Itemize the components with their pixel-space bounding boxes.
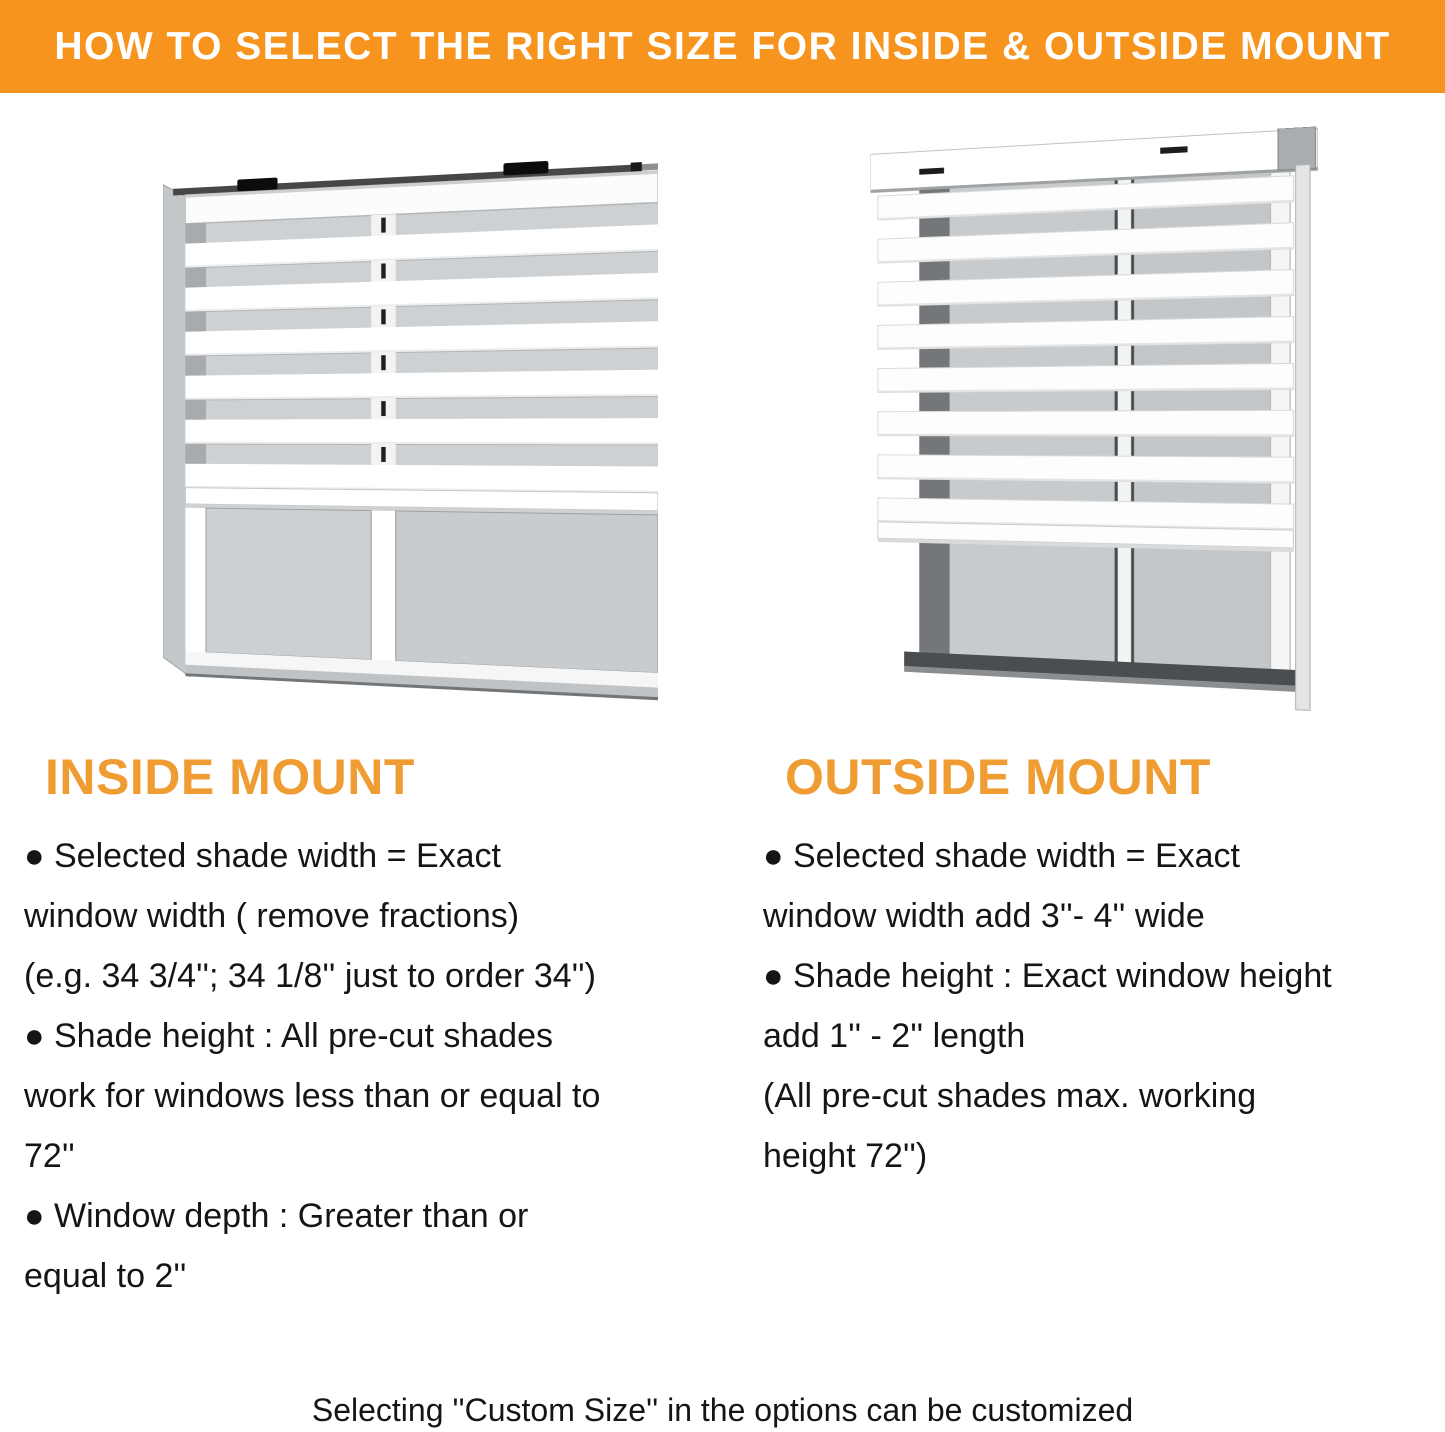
mount-bracket-icon	[237, 177, 277, 191]
inside-mount-window-drawing	[163, 141, 658, 731]
window-glass	[185, 508, 658, 680]
outside-mount-specs	[763, 826, 1433, 1186]
spec-line: ● Selected shade width = Exact	[24, 837, 501, 875]
custom-size-note: Selecting ''Custom Size'' in the options can be customized	[311, 1392, 1134, 1428]
mount-bracket-icon	[503, 161, 548, 176]
inside-mount-heading: INSIDE MOUNT	[45, 749, 415, 805]
page-title: HOW TO SELECT THE RIGHT SIZE FOR INSIDE & OUTSIDE MOUNT	[54, 24, 1391, 68]
spec-line: window width add 3''- 4'' wide	[763, 897, 1205, 935]
spec-line: work for windows less than or equal to	[24, 1077, 601, 1115]
spec-line: ● Window depth : Greater than or	[24, 1197, 529, 1235]
spec-line: add 1'' - 2'' length	[763, 1017, 1026, 1055]
spec-line: ● Selected shade width = Exact	[763, 837, 1240, 875]
spec-line: window width ( remove fractions)	[24, 897, 520, 935]
spec-line: ● Shade height : All pre-cut shades	[24, 1017, 553, 1055]
wall-bracket-icon	[1278, 126, 1316, 170]
spec-line: equal to 2''	[24, 1257, 187, 1295]
outside-mount-heading: OUTSIDE MOUNT	[785, 749, 1211, 805]
spec-line: ● Shade height : Exact window height	[763, 957, 1332, 995]
outside-mount-illustration	[858, 140, 1310, 715]
header-banner	[0, 0, 1445, 93]
outside-mount-window-drawing	[870, 126, 1317, 728]
spec-line: 72''	[24, 1137, 75, 1175]
inside-mount-specs	[24, 826, 724, 1306]
zebra-shade-bands	[185, 202, 658, 493]
spec-line: (All pre-cut shades max. working	[763, 1077, 1257, 1115]
side-rail	[1296, 164, 1310, 710]
inside-mount-illustration	[148, 156, 648, 716]
spec-line: height 72'')	[763, 1137, 928, 1175]
spec-line: (e.g. 34 3/4''; 34 1/8'' just to order 34'')	[24, 957, 596, 995]
